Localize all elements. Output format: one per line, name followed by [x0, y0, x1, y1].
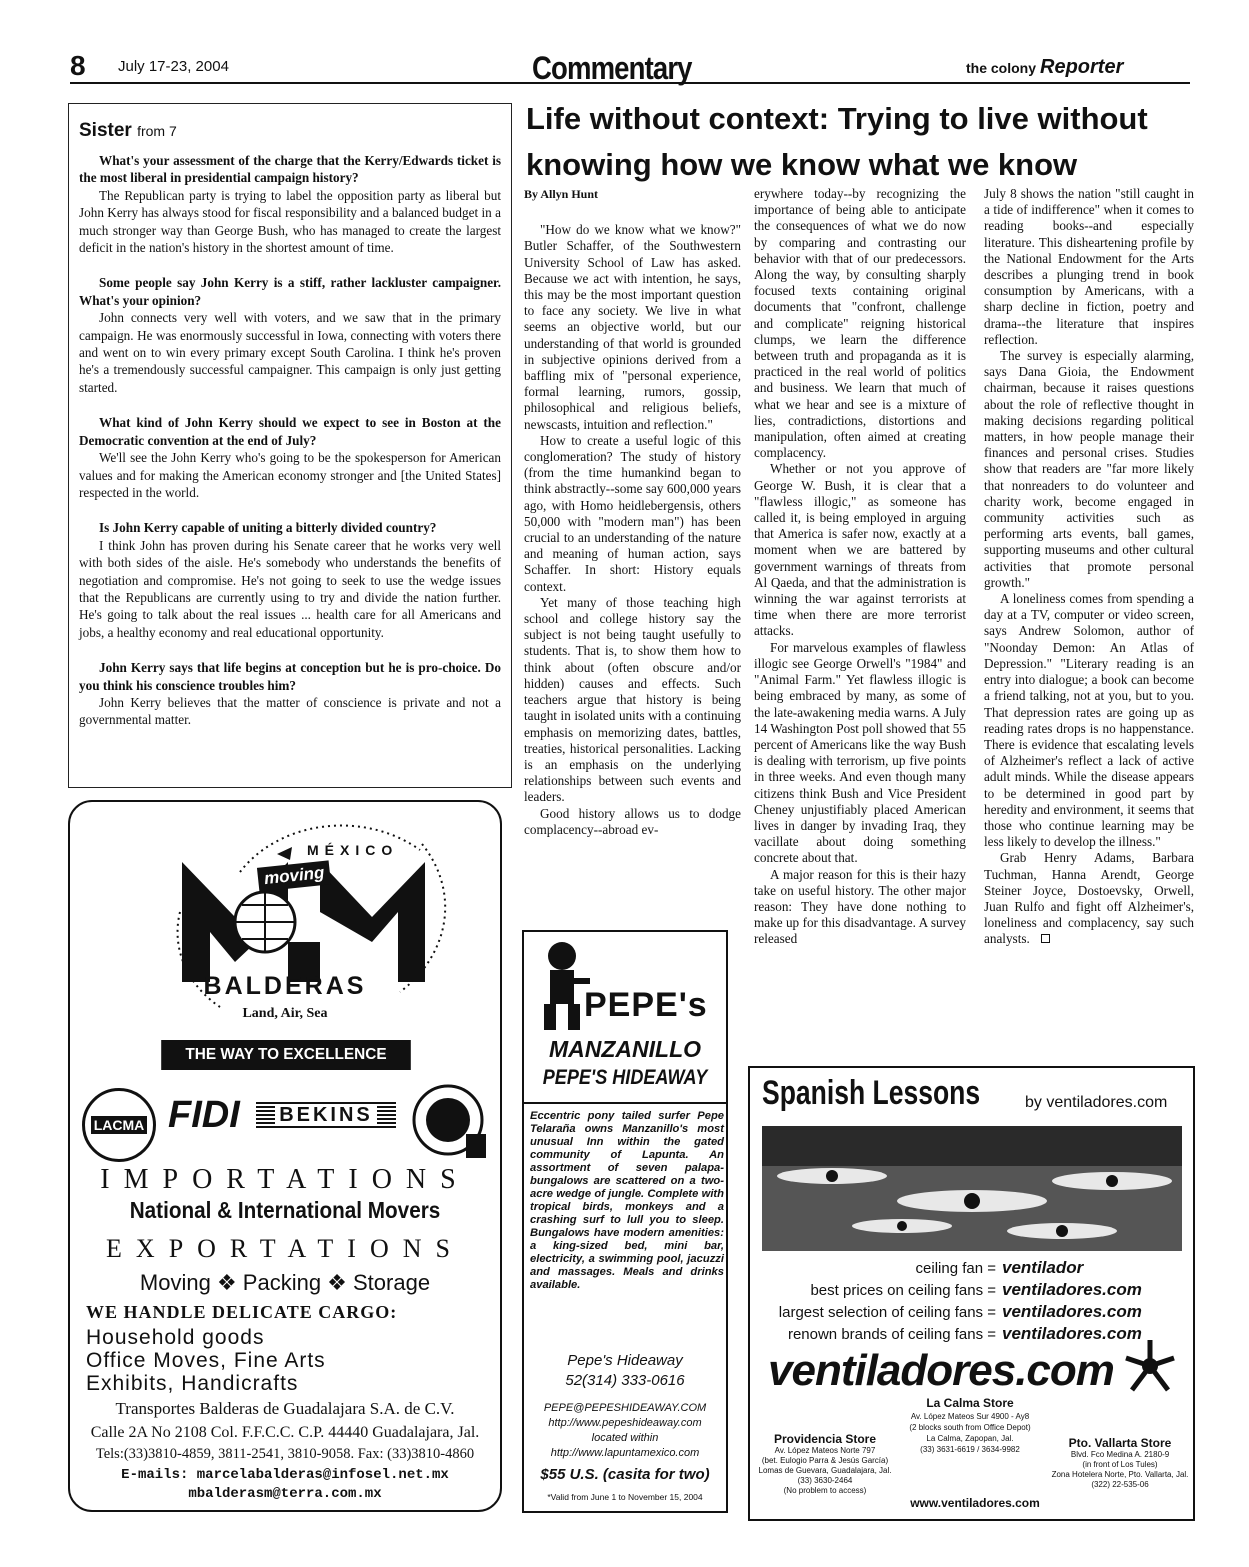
- moving-label: moving: [257, 860, 332, 891]
- services-label: Moving ❖ Packing ❖ Storage: [139, 1270, 431, 1295]
- question: Is John Kerry capable of uniting a bitterly divided country?: [99, 520, 437, 536]
- company-address: Calle 2A No 2108 Col. F.F.C.C. C.P. 44440 Guadalajara, Jal.: [90, 1424, 480, 1441]
- article-column-2: [754, 186, 966, 948]
- goods-item: Office Moves, Fine Arts: [86, 1349, 326, 1372]
- importations-label: IMPORTATIONS: [100, 1164, 470, 1195]
- masthead-logo: [966, 56, 1123, 79]
- exportations-label: EXPORTATIONS: [106, 1234, 464, 1263]
- issue-date: July 17-23, 2004: [118, 58, 229, 75]
- pepes-phone: 52(314) 333-0616: [565, 1372, 685, 1389]
- answer: I think John has proven during his Senate career that he works very well with both sides of the aisle. He's somebody who understands the benefits of negotiation and compromise. He's not going to seek to use the wedge issues that the Republicans are currently using to try and divide the nation further. He's going to talk about the real issues ... health care for all Americans and jobs, a healthy economy and real educational opportunity.: [79, 537, 501, 640]
- ceiling-fans-photo: [762, 1126, 1182, 1251]
- article-column-3: [984, 186, 1194, 948]
- sidebar-title: Sister from 7: [79, 120, 177, 141]
- since-banner: THE WAY TO EXCELLENCE SINCE 1950: [161, 1040, 411, 1070]
- pepes-located: located within: [591, 1432, 659, 1444]
- question: What kind of John Kerry should we expect to see in Boston at the Democratic convention at the end of July?: [79, 415, 501, 448]
- pepes-signature: Pepe's Hideaway: [567, 1352, 683, 1369]
- ad-ventiladores: [748, 1066, 1195, 1521]
- answer: John connects very well with voters, and we saw that in the primary campaign. He was enormously successful in Iowa, connecting with voters there and went on to win every primary except South Carolina. I think he's proven he's a tremendously successful campaigner. This campaign is only just getting started.: [79, 310, 501, 395]
- lacma-logo: LACMA: [82, 1088, 156, 1162]
- paragraph: Grab Henry Adams, Barbara Tuchman, Hanna Arendt, George Steiner Joyce, Dostoevsky, Orwell, Juan Rulfo and fight off Alzheimer's, loneliness and complacency, say such analysts.: [984, 850, 1194, 947]
- byline: By Allyn Hunt: [524, 187, 599, 201]
- paragraph: Whether or not you approve of George W. Bush, it is clear that a "flawless illogic," as someone has called it, is being employed in arguing that America is safer now, exactly at a moment when we are battered by government warnings of threats from Al Qaeda, and that the administration is winning the war against terrorists at time when there are more terrorist attacks.: [754, 461, 966, 639]
- ventiladores-website[interactable]: www.ventiladores.com: [910, 1496, 1040, 1510]
- article-headline: Life without context: Trying to live without knowing how we know what we know: [526, 101, 1148, 182]
- store-vallarta: Pto. Vallarta Store Blvd. Fco Medina A. 2180-9 (in front of Los Tules) Zona Hotelera Norte, Pto. Vallarta, Jal. (322) 22-535-06: [1051, 1436, 1189, 1489]
- question: John Kerry says that life begins at conception but he is pro-choice. Do you think his conscience troubles him?: [79, 660, 501, 693]
- fan-icon: [1120, 1336, 1180, 1396]
- pepes-price: $55 U.S. (casita for two): [540, 1466, 710, 1483]
- question: What's your assessment of the charge that the Kerry/Edwards ticket is the most liberal in presidential campaign history?: [79, 153, 501, 186]
- qa-block: [79, 152, 501, 256]
- pepes-valid: *Valid from June 1 to November 15, 2004: [547, 1492, 703, 1502]
- paragraph: A loneliness comes from spending a day at a TV, computer or video screen, says Andrew Solomon, author of "Noonday Demon: An Atlas of Depression." "Literary reading is an entry into dialogue; a book can become a friend talking, not at you, but to you. That depression rates are going up as reading rates drops is no happenstance. There is evidence that escalating levels of Alzheimer's reflect a lack of active adult minds. While the disease appears to be determined in good part by heredity and environment, it seems that those who continue learning may be less likely to develop the illness.": [984, 591, 1194, 850]
- fan-price-list: [762, 1258, 1182, 1346]
- paragraph: A major reason for this is their hazy take on useful history. The other major reason: They have done nothing to make up for this disadvantage. A survey released: [754, 866, 966, 947]
- pepes-logo: PEPE's: [584, 986, 708, 1024]
- pepes-name: PEPE'S HIDEAWAY: [542, 1066, 708, 1089]
- masthead-name: Reporter: [1040, 56, 1124, 78]
- fidi-logo: FIDI: [168, 1094, 240, 1136]
- goods-list: [86, 1326, 326, 1395]
- price-row: renown brands of ceiling fans = ventiladores.com: [787, 1324, 1142, 1343]
- header-rule: [70, 82, 1190, 84]
- cargo-label: WE HANDLE DELICATE CARGO:: [86, 1302, 398, 1322]
- answer: John Kerry believes that the matter of conscience is private and not a governmental matter.: [79, 694, 501, 728]
- world-movers-logo-icon: [410, 1082, 488, 1162]
- ad-balderas-movers: [68, 800, 502, 1512]
- section-title: Commentary: [532, 50, 692, 86]
- movers-label: National & International Movers: [129, 1197, 441, 1223]
- paragraph: "How do we know what we know?" Butler Schaffer, of the Southwestern University School of Law has asked. Because we act with intention, he says, this may be the most important question to face any society. We live in what seems an objective world, but our understanding of that world is grounded in subjective opinions derived from a baffling mix of "personal experience, formal learning, rumors, gossip, philosophical and religious beliefs, newscasts, intuition and reflection.": [524, 222, 741, 432]
- qa-block: [79, 519, 501, 641]
- balderas-brand: BALDERAS: [203, 972, 367, 1000]
- qa-block: [79, 659, 501, 729]
- company-phones: Tels:(33)3810-4859, 3811-2541, 3810-9058. Fax: (33)3810-4860: [95, 1446, 475, 1462]
- price-row: best prices on ceiling fans = ventiladores.com: [810, 1280, 1142, 1299]
- answer: We'll see the John Kerry who's going to be the spokesperson for American values and for making the American economy stronger and [the United States] respected in the world.: [79, 450, 501, 500]
- qa-block: [79, 274, 501, 396]
- paragraph: Good history allows us to dodge complacency--abroad ev-: [524, 805, 741, 837]
- end-mark-icon: [1041, 934, 1050, 943]
- plane-icon: [277, 847, 292, 860]
- price-row: largest selection of ceiling fans = ventiladores.com: [778, 1302, 1142, 1321]
- price-row: ceiling fan = ventilador: [915, 1258, 1084, 1277]
- mexico-label: MÉXICO: [307, 842, 399, 858]
- sidebar-interview: [68, 103, 512, 788]
- email-2: mbalderasm@terra.com.mx: [188, 1486, 382, 1502]
- pepes-website: http://www.pepeshideaway.com: [548, 1417, 702, 1429]
- pepes-description: Eccentric pony tailed surfer Pepe Telaraña owns Manzanillo's most unusual Inn within the gated community of Lapunta. An assortment of seven palapa-bungalows are scattered on a two-acre wedge of jungle. Complete with tropical birds, monkeys and a crashing surf to lull you to sleep. Bungalows have modern amenities: a king-sized bed, mini bar, electricity, a swimming pool, jacuzzi and massages. Meals and drinks available.: [530, 1110, 724, 1291]
- page-number: 8: [70, 50, 86, 81]
- pepes-email: PEPE@PEPESHIDEAWAY.COM: [543, 1402, 707, 1414]
- question: Some people say John Kerry is a stiff, rather lackluster campaigner. What's your opinion?: [79, 275, 501, 308]
- ventiladores-logo: ventiladores.com: [768, 1346, 1114, 1395]
- ad-pepes-hideaway: [522, 930, 728, 1513]
- email-1: E-mails: marcelabalderas@infosel.net.mx: [121, 1467, 449, 1483]
- company-name: Transportes Balderas de Guadalajara S.A. de C.V.: [115, 1399, 455, 1418]
- balderas-tagline: Land, Air, Sea: [242, 1006, 328, 1021]
- paragraph: For marvelous examples of flawless illogic see George Orwell's "1984" and "Animal Farm." Yet flawless illogic is being embraced by many, as some of the late-awakening media warns. A July 14 Washington Post poll showed that 55 percent of Americans like the way Bush is dealing with terrorism, up five points in three weeks. And even though many citizens think Bush and Vice President Cheney unjustifiably placed American lives in danger by invading Iraq, they vacillate about doing something concrete about that.: [754, 639, 966, 866]
- bekins-logo: BEKINS: [256, 1102, 396, 1128]
- spanish-lessons-title: Spanish Lessons: [762, 1074, 981, 1112]
- surfer-mascot-icon: [532, 938, 592, 1033]
- goods-item: Exhibits, Handicrafts: [86, 1372, 299, 1395]
- masthead-prefix: the colony: [966, 60, 1037, 76]
- pepes-website-2: http://www.lapuntamexico.com: [550, 1447, 700, 1459]
- article-column-1: [524, 186, 741, 838]
- store-la-calma: La Calma Store Av. López Mateos Sur 4900 - Ay8 (2 blocks south from Office Depot) La Calma, Zapopan, Jal. (33) 3631-6619 / 3634-9982: [909, 1396, 1031, 1454]
- answer: The Republican party is trying to label the opposition party as liberal but John Kerry has always stood for fiscal responsibility and a balanced budget in a much stronger way than George Bush, who has managed to create the largest deficit in the nation's history in the shortest amount of time.: [79, 187, 501, 256]
- store-providencia: Providencia Store Av. López Mateos Norte 797 (bet. Eulogio Parra & Jesús García) Lomas de Guevara, Guadalajara, Jal. (33) 3630-2464 (No problem to access): [758, 1432, 892, 1495]
- paragraph: The survey is especially alarming, says Dana Gioia, the Endowment chairman, because it raises questions about the role of reflective thought in making decisions regarding political matters, in how people manage their finances and personal crises. Studies show that readers are "far more likely that nonreaders to do volunteer and charity work, become engaged in community activities such as performing arts events, ball games, supporting museums and other cultural activities that promote personal growth.": [984, 348, 1194, 590]
- spanish-lessons-by: by ventiladores.com: [1025, 1094, 1168, 1111]
- paragraph: How to create a useful logic of this conglomeration? The study of history (from the time humankind began to think abstractly--some say 600,000 years ago, with Homo heidlebergensis, others 50,000 with "modern man") has been crucial to an understanding of the nature and meaning of human action, says Schaffer. In short: History equals context.: [524, 432, 741, 594]
- paragraph: Yet many of those teaching high school and college history say the subject is not being taught usefully to students. That is, to show them how to think about (often obscure and/or hidden) causes and effects. Such teachers argue that history is being taught in isolated units with a continuing emphasis on memorizing dates, battles, treaties, historical personalities. Lacking is an emphasis on the underlying relationships between such events and leaders.: [524, 594, 741, 805]
- paragraph: erywhere today--by recognizing the importance of being able to anticipate the consequences of what we do now by comparing and contrasting our behavior with that of our predecessors. Along the way, by consulting sharply focused texts containing original documents that "confront, challenge and complicate" reigning historical clumps, we learn the difference between truth and propaganda as it is practiced in the real world of politics and business. We learn that much of what we hear and see is a mixture of lies, contradictions, distortions and manipulation, often aimed at creating complacency.: [754, 186, 966, 461]
- qa-block: [79, 414, 501, 501]
- paragraph: July 8 shows the nation "still caught in a tide of indifference" when it comes to reading books--and especially literature. This disheartening profile by the National Endowment for the Arts describes a plunging trend in book consumption by Americans, with a sharp decline in fiction, poetry and drama--the literature that inspires reflection.: [984, 186, 1194, 347]
- divider: [524, 1102, 726, 1104]
- goods-item: Household goods: [86, 1326, 265, 1349]
- pepes-city: MANZANILLO: [548, 1036, 702, 1062]
